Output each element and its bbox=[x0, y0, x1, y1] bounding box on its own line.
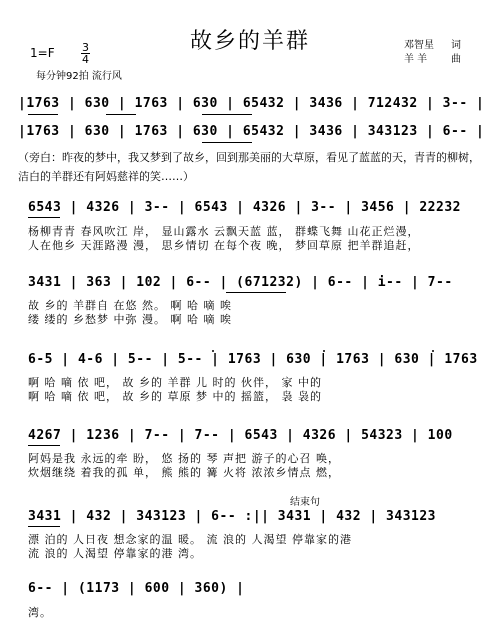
eighth-beam bbox=[28, 526, 60, 527]
time-numerator: 3 bbox=[82, 41, 89, 54]
notation-line-3: 3431 | 363 | 102 | 6-- | (671232) | 6-- | i-- | 7-- bbox=[28, 275, 453, 290]
high-octave-dot bbox=[323, 350, 325, 352]
eighth-beam bbox=[28, 114, 58, 115]
song-title: 故乡的羊群 bbox=[189, 29, 310, 54]
key-signature: 1=F bbox=[30, 46, 55, 60]
eighth-beam bbox=[202, 142, 252, 143]
eighth-beam bbox=[28, 217, 60, 218]
time-signature bbox=[81, 42, 90, 65]
lyrics-line-2b: 人在他乡 天涯路漫 漫， 思乡情切 在每个夜 晚， 梦回草原 把羊群追赶， bbox=[28, 239, 420, 252]
lyrics-line-2a: 杨柳青青 春风吹江 岸， 显山露水 云飘天蓝 蓝， 群蝶飞舞 山花正烂漫， bbox=[28, 225, 420, 238]
lyrics-line-5b: 炊烟继绕 着我的孤 单， 熊 熊的 篝 火将 浓浓乡情点 燃， bbox=[28, 466, 340, 479]
notation-line-2: 6543 | 4326 | 3-- | 6543 | 4326 | 3-- | 3456 | 22232 bbox=[28, 200, 461, 215]
lyrics-line-7: 湾。 bbox=[28, 606, 52, 619]
notation-line-5: 4267 | 1236 | 7-- | 7-- | 6543 | 4326 | 54323 | 100 bbox=[28, 428, 453, 443]
lyrics-line-4a: 啊 哈 嘀 依 吧， 故 乡的 羊群 儿 时的 伙伴， 家 中的 bbox=[28, 376, 322, 389]
composer-name: 羊 羊 bbox=[404, 54, 428, 65]
high-octave-dot bbox=[432, 350, 434, 352]
lyricist-name: 邓智星 bbox=[404, 40, 434, 51]
notation-line-6: 3431 | 432 | 343123 | 6-- :|| 3431 | 432 | 343123 bbox=[28, 509, 437, 524]
ending-label: 结束句 bbox=[290, 497, 320, 508]
eighth-beam bbox=[202, 114, 252, 115]
lyrics-line-6b: 流 浪的 人渴望 停靠家的港 湾。 bbox=[28, 547, 202, 560]
lyrics-line-4b: 啊 哈 嘀 依 吧， 故 乡的 草原 梦 中的 摇篮， 袅 袅的 bbox=[28, 390, 322, 403]
lyrics-line-3b: 缕 缕的 乡愁梦 中弥 漫。 啊 哈 嘀 唉 bbox=[28, 313, 232, 326]
notation-line-7: 6-- | (1173 | 600 | 360) | bbox=[28, 581, 245, 596]
tempo-marking: 每分钟92拍 流行风 bbox=[36, 71, 122, 82]
lyrics-line-6a: 漂 泊的 人日夜 想念家的温 暖。 流 浪的 人渴望 停靠家的港 bbox=[28, 533, 352, 546]
notation-line-1a: |1763 | 630 | 1763 | 630 | 65432 | 3436 | 712432 | 3-- | bbox=[18, 96, 485, 111]
lyrics-line-5a: 阿妈是我 永远的牵 盼， 悠 扬的 琴 声把 游子的心召 唤， bbox=[28, 452, 340, 465]
notation-line-1b: |1763 | 630 | 1763 | 630 | 65432 | 3436 | 343123 | 6-- | bbox=[18, 124, 485, 139]
eighth-beam bbox=[28, 445, 60, 446]
lyrics-line-3a: 故 乡的 羊群自 在悠 然。 啊 哈 嘀 唉 bbox=[28, 299, 232, 312]
composer-role: 曲 bbox=[451, 54, 461, 65]
narration-text: （旁白：昨夜的梦中，我又梦到了故乡，回到那美丽的大草原，看见了蓝蓝的天，青青的柳树，洁白的羊群还有阿妈慈祥的笑……） bbox=[18, 151, 480, 183]
high-octave-dot bbox=[212, 350, 214, 352]
eighth-beam bbox=[226, 292, 286, 293]
lyricist-role: 词 bbox=[451, 40, 461, 51]
time-denominator: 4 bbox=[82, 53, 89, 66]
notation-line-4: 6-5 | 4-6 | 5-- | 5-- | 1763 | 630 | 1763 | 630 | 1763 bbox=[28, 352, 478, 367]
eighth-beam bbox=[106, 114, 136, 115]
